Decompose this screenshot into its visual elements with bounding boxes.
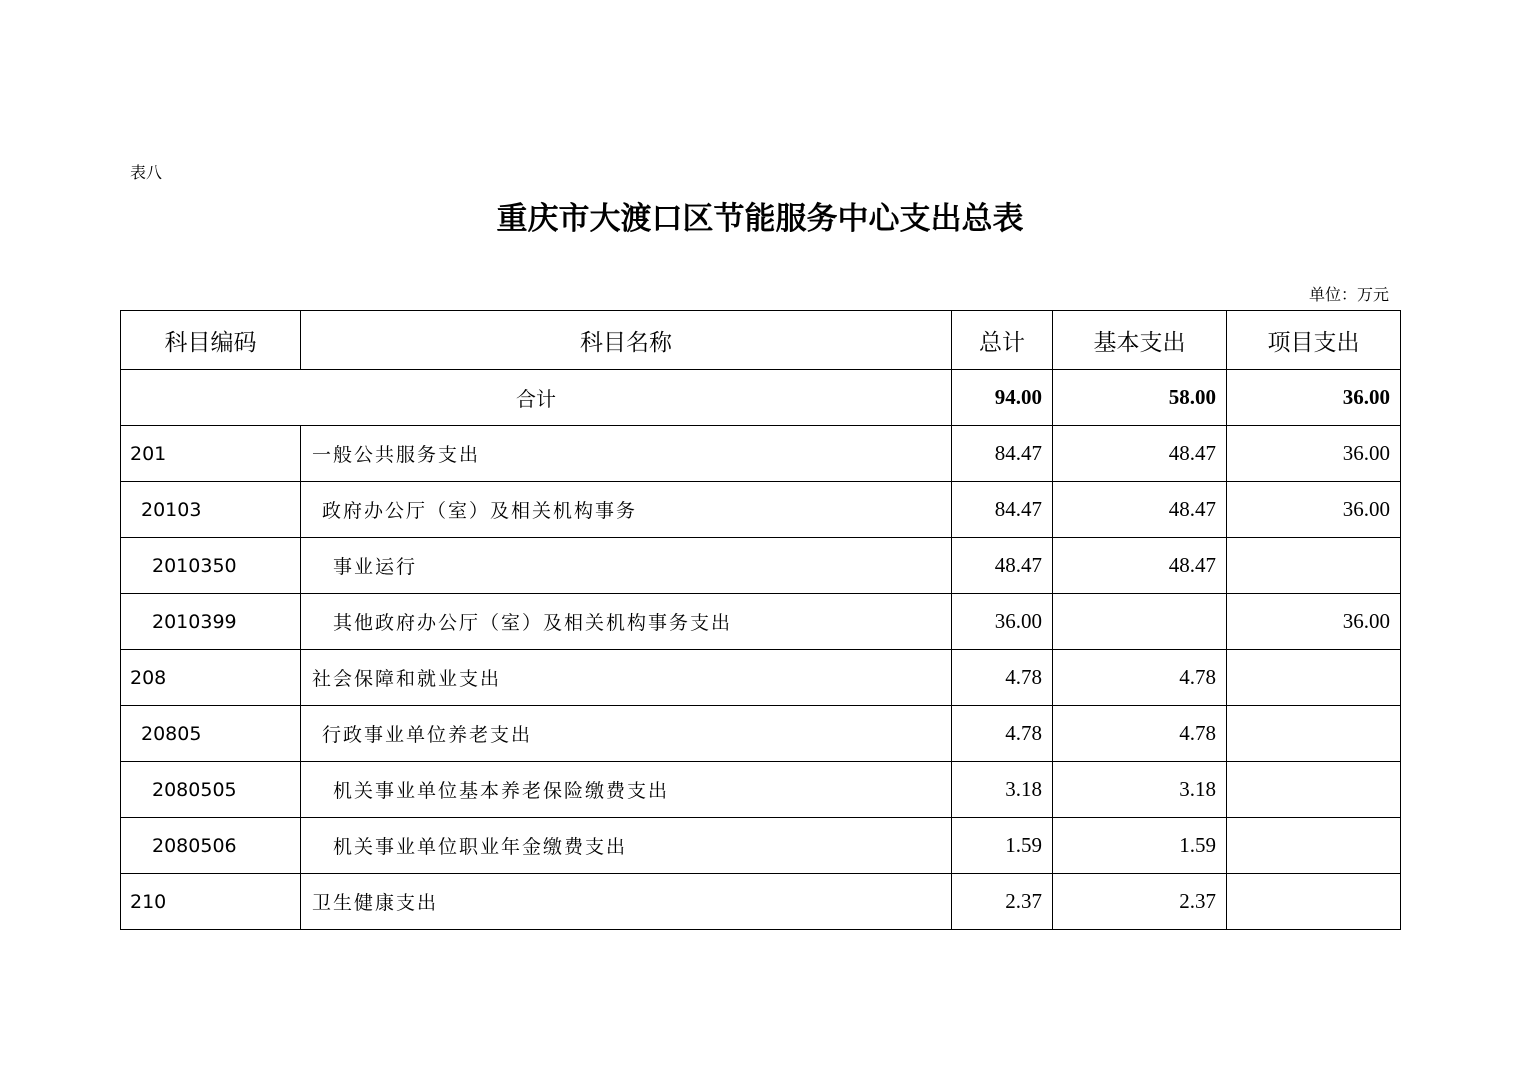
row-project [1227, 874, 1401, 930]
row-basic: 1.59 [1053, 818, 1227, 874]
total-label: 合计 [121, 370, 952, 426]
total-total: 94.00 [952, 370, 1053, 426]
column-header-code: 科目编码 [121, 311, 301, 370]
row-code: 208 [121, 650, 301, 706]
row-name: 其他政府办公厅（室）及相关机构事务支出 [301, 594, 952, 650]
row-project [1227, 818, 1401, 874]
row-total: 84.47 [952, 482, 1053, 538]
column-header-total: 总计 [952, 311, 1053, 370]
row-name: 机关事业单位职业年金缴费支出 [301, 818, 952, 874]
table-row [121, 706, 1401, 762]
table-row [121, 482, 1401, 538]
row-total: 2.37 [952, 874, 1053, 930]
row-name: 社会保障和就业支出 [301, 650, 952, 706]
row-code: 2010399 [121, 594, 301, 650]
row-code: 2080506 [121, 818, 301, 874]
row-total: 4.78 [952, 706, 1053, 762]
table-header-row [121, 311, 1401, 370]
row-code: 20805 [121, 706, 301, 762]
row-name: 机关事业单位基本养老保险缴费支出 [301, 762, 952, 818]
table-row [121, 762, 1401, 818]
table-row [121, 818, 1401, 874]
total-project: 36.00 [1227, 370, 1401, 426]
unit-label: 单位：万元 [1308, 285, 1389, 304]
column-header-project: 项目支出 [1227, 311, 1401, 370]
row-code: 201 [121, 426, 301, 482]
row-basic: 4.78 [1053, 706, 1227, 762]
table-row [121, 538, 1401, 594]
row-project: 36.00 [1227, 426, 1401, 482]
document-title: 重庆市大渡口区节能服务中心支出总表 [496, 201, 1024, 237]
total-basic: 58.00 [1053, 370, 1227, 426]
row-name: 事业运行 [301, 538, 952, 594]
row-total: 3.18 [952, 762, 1053, 818]
row-basic: 48.47 [1053, 426, 1227, 482]
row-basic: 3.18 [1053, 762, 1227, 818]
row-project: 36.00 [1227, 482, 1401, 538]
total-row [121, 370, 1401, 426]
row-project [1227, 538, 1401, 594]
row-name: 政府办公厅（室）及相关机构事务 [301, 482, 952, 538]
row-name: 卫生健康支出 [301, 874, 952, 930]
row-project: 36.00 [1227, 594, 1401, 650]
row-basic: 4.78 [1053, 650, 1227, 706]
table-row [121, 650, 1401, 706]
row-code: 2010350 [121, 538, 301, 594]
row-project [1227, 762, 1401, 818]
row-total: 48.47 [952, 538, 1053, 594]
table-label: 表八 [130, 163, 163, 182]
row-project [1227, 706, 1401, 762]
table-row [121, 874, 1401, 930]
row-total: 1.59 [952, 818, 1053, 874]
row-basic: 48.47 [1053, 482, 1227, 538]
row-basic: 48.47 [1053, 538, 1227, 594]
row-basic: 2.37 [1053, 874, 1227, 930]
column-header-name: 科目名称 [301, 311, 952, 370]
row-total: 4.78 [952, 650, 1053, 706]
row-name: 行政事业单位养老支出 [301, 706, 952, 762]
row-code: 20103 [121, 482, 301, 538]
row-basic [1053, 594, 1227, 650]
row-code: 2080505 [121, 762, 301, 818]
row-total: 84.47 [952, 426, 1053, 482]
row-project [1227, 650, 1401, 706]
table-row [121, 594, 1401, 650]
row-total: 36.00 [952, 594, 1053, 650]
expenditure-table [120, 310, 1401, 930]
column-header-basic: 基本支出 [1053, 311, 1227, 370]
row-code: 210 [121, 874, 301, 930]
row-name: 一般公共服务支出 [301, 426, 952, 482]
table-row [121, 426, 1401, 482]
